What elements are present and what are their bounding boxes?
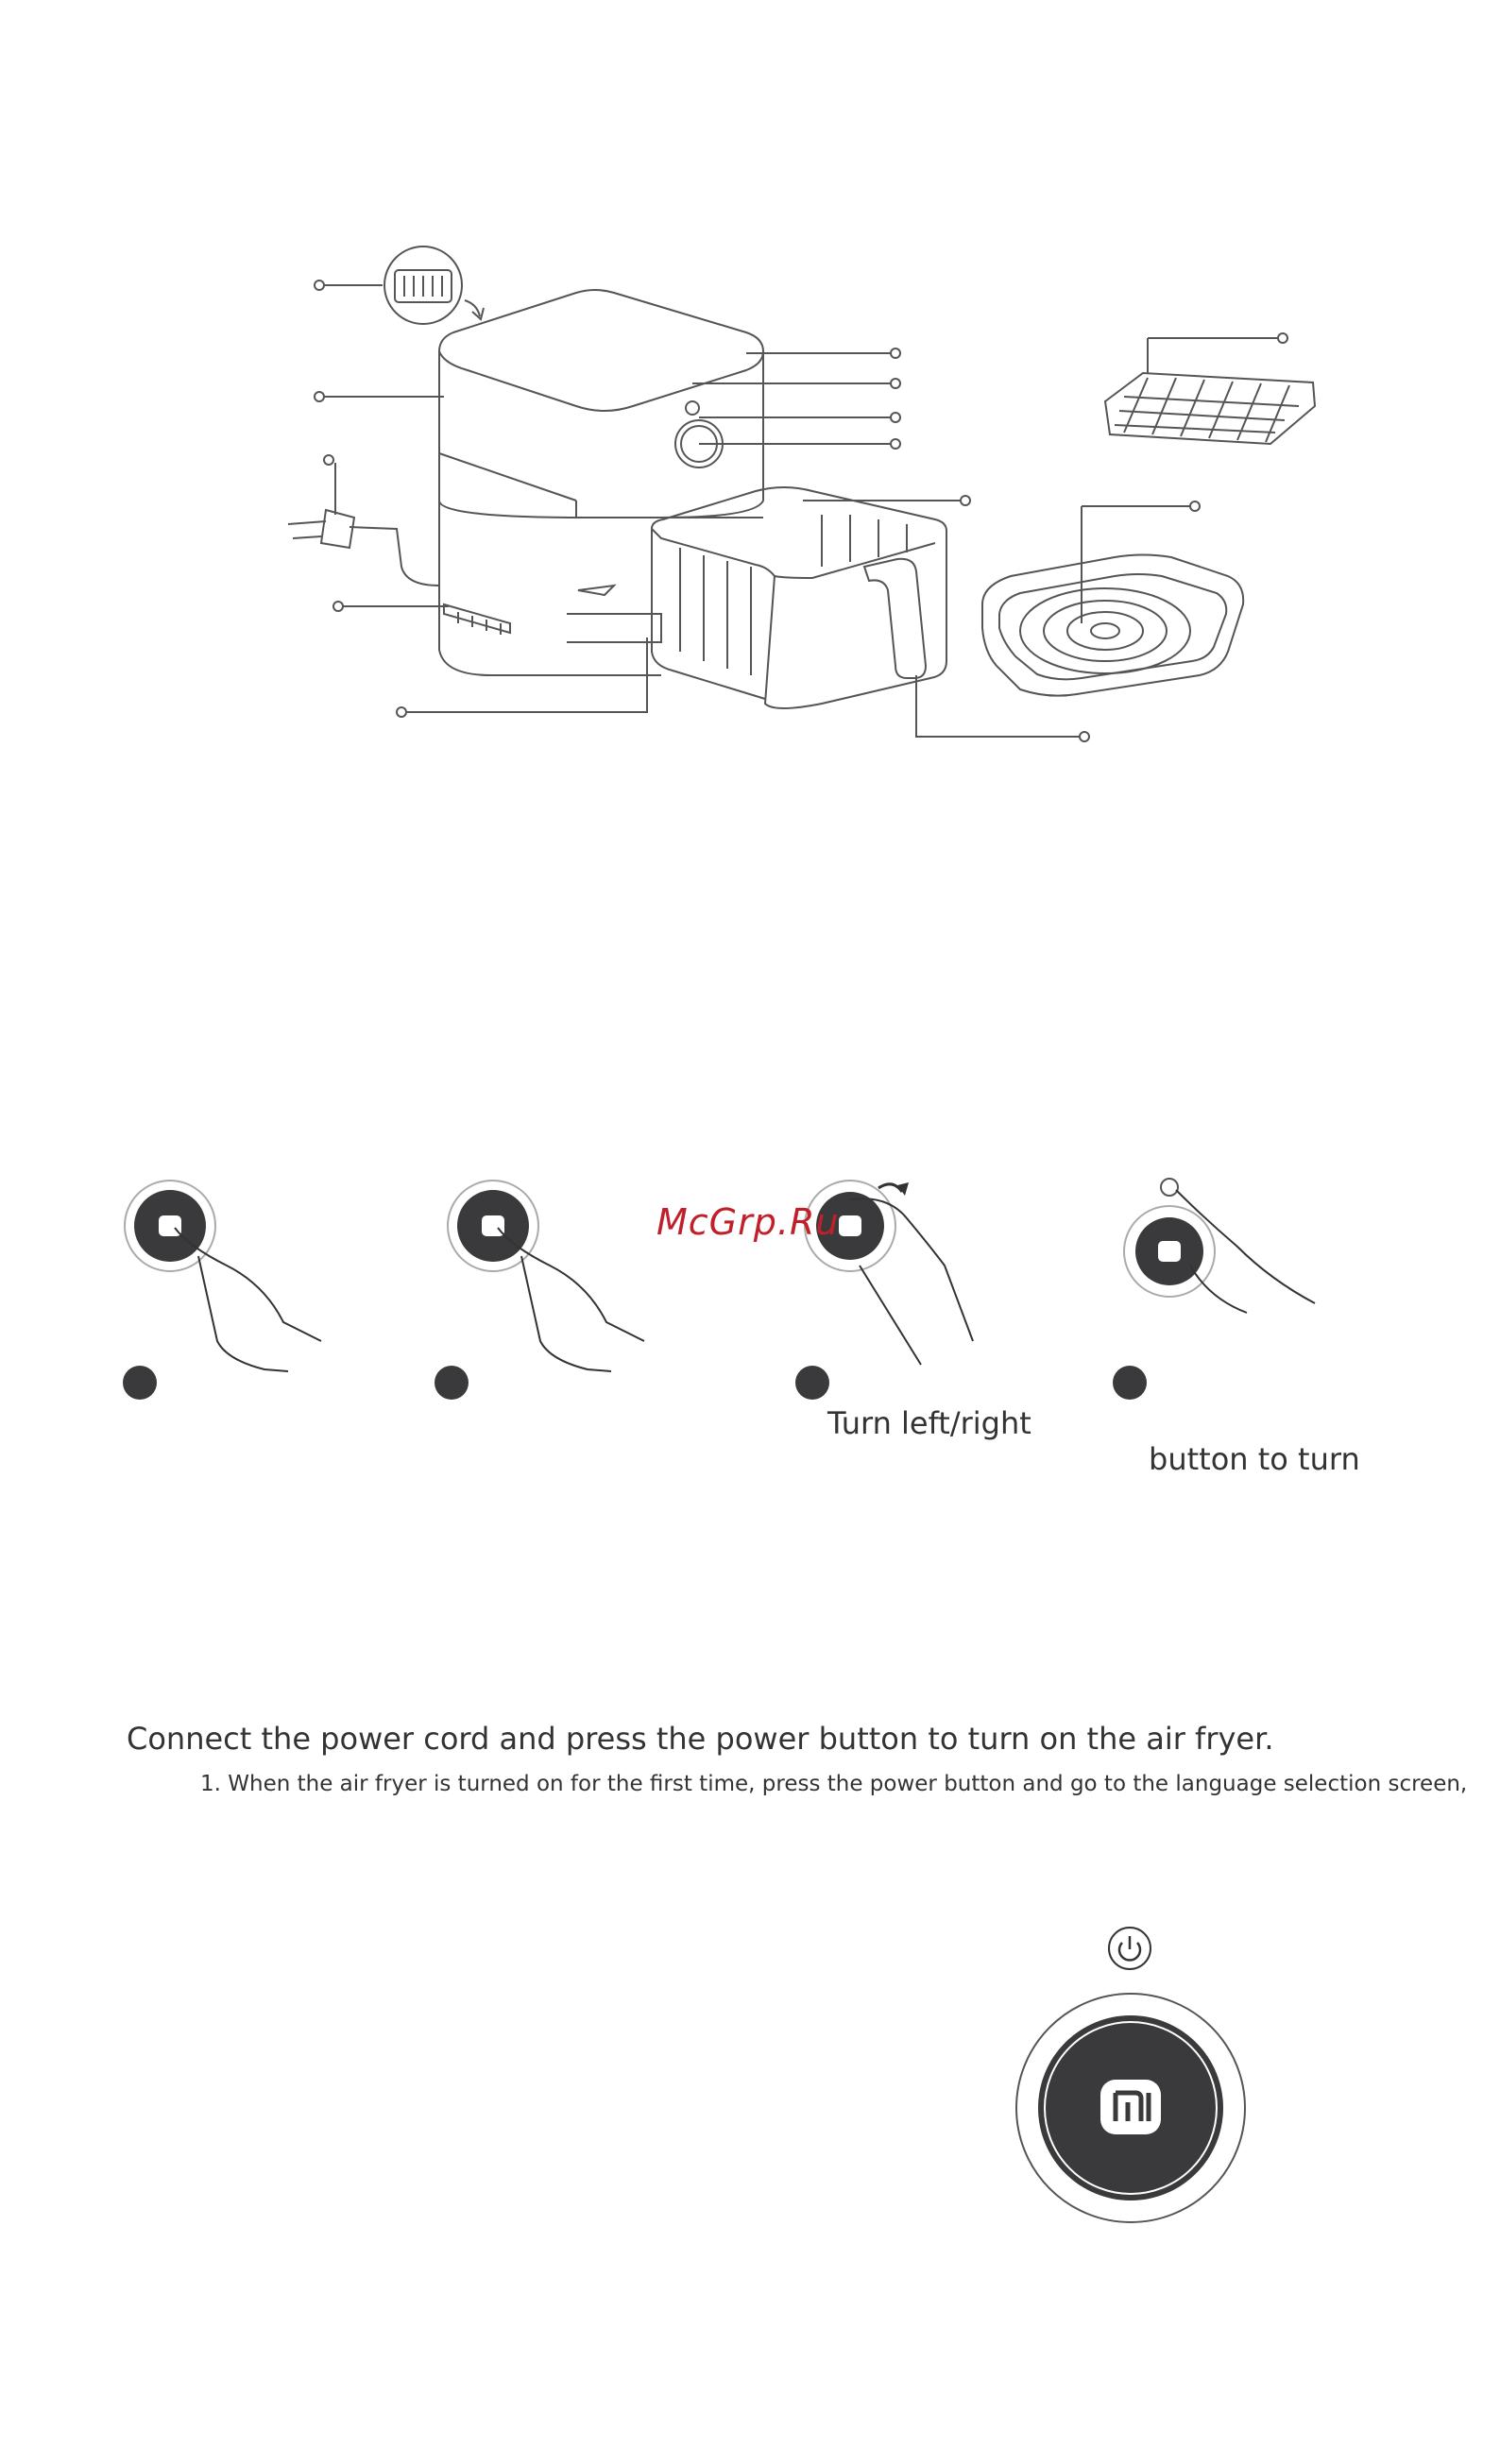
mi-logo-icon — [1100, 2080, 1161, 2134]
step3-caption: Turn left/right — [827, 1405, 1031, 1441]
power-icon — [1109, 1928, 1151, 1969]
instructions-step1: 1. When the air fryer is turned on for the first time, press the power button and go to the language selection screen, — [200, 1772, 1468, 1796]
step4-caption: button to turn — [1149, 1441, 1360, 1477]
watermark-text: McGrp.Ru — [656, 1201, 840, 1243]
instructions-heading: Connect the power cord and press the power button to turn on the air fryer. — [127, 1721, 1274, 1757]
mi-knob — [1016, 1994, 1245, 2222]
